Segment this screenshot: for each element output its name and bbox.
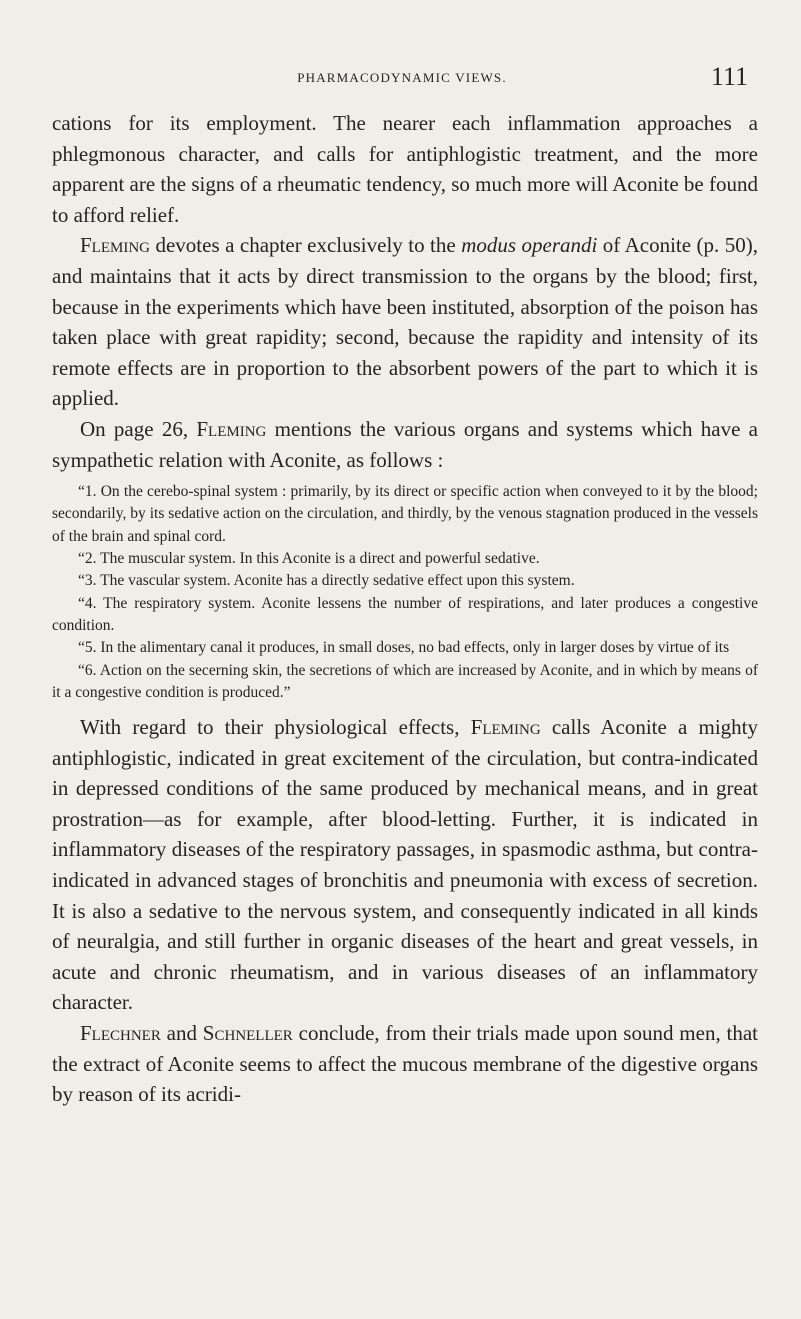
paragraph-2 <box>52 230 758 414</box>
author-name-fleming: Fleming <box>80 233 151 258</box>
quote-item: “5. In the alimentary canal it produces, in small doses, no bad effects, only in larger doses by virtue of its <box>78 639 730 657</box>
paragraph-5-and: and <box>160 1021 203 1046</box>
paragraph-4-text-b: calls Aconite a mighty antiphlogistic, indicated in great excitement of the circulation, but contra-indicated in depressed conditions of the same produced by mechanical means, and in great prostration—as for example, after blood-letting. Further, it is indicated in inflammatory diseases of the respiratory passages, in spasmodic asthma, but contra-indicated in advanced stages of bronchitis and pneumonia with excess of secretion. It is also a sedative to the nervous system, and consequently indicated in all kinds of neuralgia, and still further in organic diseases of the heart and great vessels, in acute and chronic rheumatism, and in various diseases of an inflammatory character. <box>52 715 759 1015</box>
paragraph-5 <box>52 1018 758 1110</box>
running-title: PHARMACODYNAMIC VIEWS. <box>297 70 507 85</box>
paragraph-3-text-b: mentions the various organs and systems which have a sympathetic relation with Aconite, as follows : <box>52 416 758 472</box>
author-name-fleming: Fleming <box>470 715 541 740</box>
paragraph-2-text-b: of Aconite (p. 50), and maintains that it acts by direct transmission to the organs by the blood; first, because in the experiments which have been instituted, absorption of the poison has taken place with great rapidity; second, because the rapidity and intensity of its remote effects are in proportion to the absorbent powers of the part to which it is applied. <box>52 233 758 411</box>
paragraph-4-text-a: With regard to their physiological effects, <box>80 715 471 740</box>
paragraph-4 <box>52 712 758 1018</box>
running-header <box>52 62 752 92</box>
paragraph-2-text-a: devotes a chapter exclusively to the <box>150 233 462 258</box>
page-body <box>52 108 758 1110</box>
quote-item: “1. On the cerebo-spinal system : primarily, by its direct or specific action when conveyed to it by the blood; secondarily, by its sedative action on the circulation, and thirdly, by the venous stagnation produced in the vessels of the brain and spinal cord. <box>52 483 758 545</box>
quotation-block <box>52 481 758 704</box>
paragraph-3 <box>52 414 758 475</box>
author-name-schneller: Schneller <box>202 1021 293 1046</box>
paragraph-1: cations for its employment. The nearer each inflammation approaches a phlegmonous character, and calls for antiphlogistic treatment, and the more apparent are the signs of a rheumatic tendency, so much more will Aconite be found to afford relief. <box>52 111 758 227</box>
quote-item: “4. The respiratory system. Aconite lessens the number of respirations, and later produces a congestive condition. <box>52 594 758 634</box>
page-number: 111 <box>710 62 748 91</box>
paragraph-3-text-a: On page 26, <box>80 416 197 441</box>
paragraph-5-text-b: conclude, from their trials made upon sound men, that the extract of Aconite seems to affect the mucous membrane of the digestive organs by reason of its acridi- <box>52 1021 758 1107</box>
author-name-flechner: Flechner <box>80 1021 161 1046</box>
quote-item: “6. Action on the secerning skin, the secretions of which are increased by Aconite, and in which by means of it a congestive condition is produced.” <box>52 661 758 701</box>
quote-item: “2. The muscular system. In this Aconite is a direct and powerful sedative. <box>78 550 540 568</box>
author-name-fleming: Fleming <box>196 416 267 441</box>
quote-item: “3. The vascular system. Aconite has a directly sedative effect upon this system. <box>78 572 575 590</box>
italic-modus-operandi: modus operandi <box>461 233 598 258</box>
